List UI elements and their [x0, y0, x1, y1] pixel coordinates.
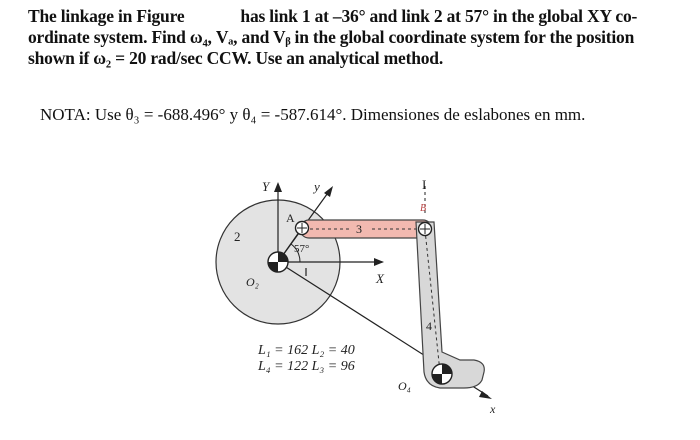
global-x-arrow: [374, 258, 384, 266]
label-link-4: 4: [426, 319, 432, 333]
problem-line-1-start: The linkage in Figure: [28, 6, 185, 26]
rocker-link: [416, 222, 484, 388]
label-a: A: [286, 211, 295, 225]
problem-line-1-end: has link 1 at –36° and link 2 at 57° in the global XY co-: [240, 6, 638, 26]
problem-line-2: ordinate system. Find ω₄, Vₐ, and Vᵦ in the global coordinate system for the position: [28, 27, 635, 47]
label-o4: O₄: [398, 379, 411, 393]
local-y-arrow: [324, 186, 333, 197]
label-global-y: Y: [262, 179, 270, 194]
label-local-x: x: [490, 402, 496, 416]
label-angle: 57°: [294, 243, 310, 255]
label-global-x: X: [376, 271, 384, 286]
coupler-link: [300, 220, 432, 238]
nota-text: NOTA: Use θ₃ = -688.496° y θ₄ = -587.614°. Dimensiones de eslabones en mm.: [40, 105, 586, 124]
label-link-2: 2: [234, 229, 241, 244]
problem-line-3: shown if ω₂ = 20 rad/sec CCW. Use an analytical method.: [28, 48, 443, 68]
global-y-arrow: [274, 182, 282, 192]
label-link-3: 3: [356, 222, 362, 236]
lengths-row-1: L₁ = 162 L₂ = 40: [258, 343, 355, 358]
lengths-row-2: L₄ = 122 L₃ = 96: [258, 359, 355, 374]
label-local-y: y: [314, 179, 320, 194]
label-b: B: [420, 203, 427, 214]
label-top-marker: I: [422, 177, 427, 192]
label-o2: O₂: [246, 275, 259, 289]
